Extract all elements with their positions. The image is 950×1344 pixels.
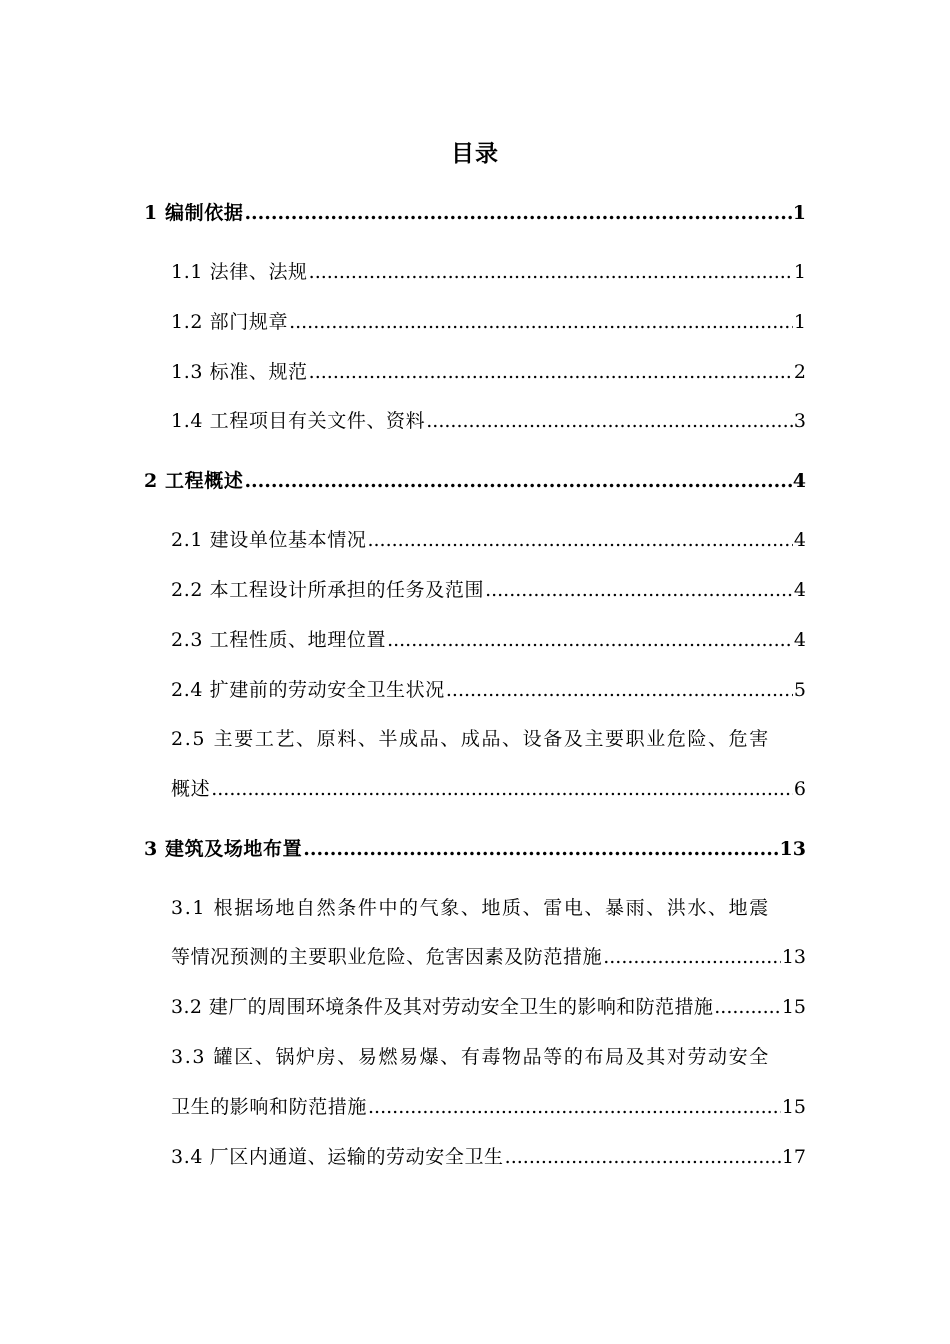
toc-title: 目录 <box>451 140 499 167</box>
toc-page-number: 17 <box>781 1146 806 1168</box>
toc-leader-dots <box>367 529 792 551</box>
toc-leader-dots <box>244 470 791 492</box>
toc-entry-label: 概述 <box>171 778 211 800</box>
toc-entry-2-4[interactable] <box>171 675 806 702</box>
toc-entry-3-1-line1[interactable]: 3.1 根据场地自然条件中的气象、地质、雷电、暴雨、洪水、地震 <box>171 897 770 919</box>
toc-entry-label: 2.1 建设单位基本情况 <box>171 529 367 551</box>
toc-page-number: 1 <box>793 261 806 283</box>
toc-entry-3-1[interactable] <box>171 942 806 969</box>
toc-leader-dots <box>309 261 793 283</box>
toc-page-number: 15 <box>781 996 806 1018</box>
toc-entry-label: 2 工程概述 <box>144 470 244 492</box>
toc-page-number: 13 <box>781 946 806 968</box>
toc-entry-1-4[interactable] <box>171 406 806 433</box>
toc-entry-2-5[interactable] <box>171 774 806 801</box>
toc-page-number: 15 <box>781 1096 806 1118</box>
toc-leader-dots <box>368 1096 781 1118</box>
toc-page-number: 6 <box>793 778 806 800</box>
toc-page-number: 5 <box>793 679 806 701</box>
toc-page-number: 4 <box>792 470 806 492</box>
toc-entry-1-3[interactable] <box>171 357 806 384</box>
toc-entry-3-2[interactable] <box>171 992 806 1019</box>
toc-leader-dots <box>603 946 781 968</box>
toc-page-number: 3 <box>793 410 806 432</box>
toc-entry-label: 1.1 法律、法规 <box>171 261 308 283</box>
toc-entry-label: 1 编制依据 <box>144 202 244 224</box>
toc-leader-dots <box>426 410 793 432</box>
toc-leader-dots <box>211 778 793 800</box>
toc-leader-dots <box>505 1146 781 1168</box>
toc-entry-label: 3 建筑及场地布置 <box>144 838 303 860</box>
toc-entry-label: 1.2 部门规章 <box>171 311 289 333</box>
toc-leader-dots <box>289 311 793 333</box>
toc-entry-1[interactable] <box>144 198 806 225</box>
toc-leader-dots <box>485 579 793 601</box>
toc-leader-dots <box>446 679 793 701</box>
toc-entry-1-2[interactable] <box>171 307 806 334</box>
toc-entry-2-1[interactable] <box>171 525 806 552</box>
toc-page-number: 13 <box>779 838 806 860</box>
toc-entry-3-3[interactable] <box>171 1092 806 1119</box>
toc-leader-dots <box>714 996 781 1018</box>
toc-page-number: 4 <box>793 529 806 551</box>
toc-entry-3-3-line1[interactable]: 3.3 罐区、锅炉房、易燃易爆、有毒物品等的布局及其对劳动安全 <box>171 1046 770 1068</box>
toc-entry-label: 3.4 厂区内通道、运输的劳动安全卫生 <box>171 1146 504 1168</box>
toc-entry-2-5-line1[interactable]: 2.5 主要工艺、原料、半成品、成品、设备及主要职业危险、危害 <box>171 728 770 750</box>
toc-entry-2-3[interactable] <box>171 625 806 652</box>
toc-page-number: 1 <box>793 311 806 333</box>
toc-page-number: 4 <box>793 579 806 601</box>
toc-entry-label: 2.2 本工程设计所承担的任务及范围 <box>171 579 485 601</box>
toc-leader-dots <box>309 361 793 383</box>
toc-entry-1-1[interactable] <box>171 257 806 284</box>
toc-entry-label: 等情况预测的主要职业危险、危害因素及防范措施 <box>171 946 603 968</box>
toc-entry-label: 1.4 工程项目有关文件、资料 <box>171 410 426 432</box>
toc-entry-label: 3.2 建厂的周围环境条件及其对劳动安全卫生的影响和防范措施 <box>171 996 714 1018</box>
toc-entry-label: 1.3 标准、规范 <box>171 361 308 383</box>
toc-entry-label: 2.4 扩建前的劳动安全卫生状况 <box>171 679 445 701</box>
toc-entry-2[interactable] <box>144 466 806 493</box>
toc-entry-3[interactable] <box>144 834 806 861</box>
toc-page-number: 1 <box>792 202 806 224</box>
toc-leader-dots <box>387 629 793 651</box>
toc-entry-3-4[interactable] <box>171 1142 806 1169</box>
toc-entry-label: 卫生的影响和防范措施 <box>171 1096 368 1118</box>
toc-page-number: 2 <box>793 361 806 383</box>
toc-leader-dots <box>303 838 778 860</box>
toc-entry-2-2[interactable] <box>171 575 806 602</box>
toc-entry-label: 2.3 工程性质、地理位置 <box>171 629 387 651</box>
toc-page-number: 4 <box>793 629 806 651</box>
toc-leader-dots <box>244 202 791 224</box>
